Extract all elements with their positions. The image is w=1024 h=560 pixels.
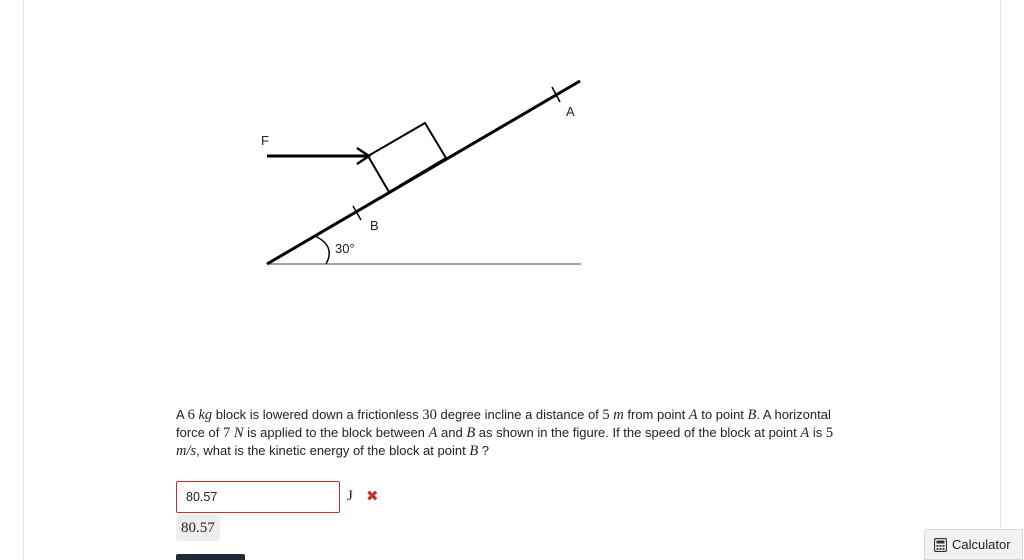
- block: [368, 123, 446, 192]
- question-fragment: to point: [697, 407, 748, 422]
- force-value: 7: [222, 425, 231, 441]
- point-a-ref: A: [688, 407, 698, 423]
- point-b-label: B: [370, 218, 379, 233]
- point-b-ref: B: [469, 443, 479, 459]
- point-a-ref: A: [428, 425, 438, 441]
- distance-value: 5: [602, 407, 610, 423]
- question-fragment: is: [809, 425, 826, 440]
- speed-unit: m/s: [176, 443, 197, 459]
- question-fragment: as shown in the figure. If the speed of the block at point: [475, 425, 801, 440]
- angle-value: 30: [422, 407, 437, 423]
- question-fragment: from point: [623, 407, 689, 422]
- calculator-icon: [934, 538, 947, 552]
- point-b-ref: B: [747, 407, 757, 423]
- point-b-ref: B: [466, 425, 476, 441]
- calculator-button[interactable]: [924, 529, 1023, 560]
- force-label: F: [261, 133, 269, 148]
- mass-value: 6: [187, 407, 195, 423]
- question-fragment: A: [176, 407, 188, 422]
- question-text: [176, 406, 836, 460]
- force-unit: N: [233, 425, 244, 441]
- point-a-ref: A: [800, 425, 810, 441]
- previous-answer: 80.57: [176, 515, 220, 541]
- answer-input[interactable]: [176, 481, 340, 513]
- question-fragment: and: [437, 425, 467, 440]
- question-fragment: ?: [478, 443, 490, 458]
- mass-unit: kg: [198, 407, 213, 423]
- question-fragment: . A horizontal force of: [176, 407, 831, 440]
- point-a-label: A: [566, 104, 575, 119]
- submit-button[interactable]: [176, 554, 245, 560]
- calculator-label: Calculator: [952, 537, 1011, 552]
- question-fragment: degree incline a distance of: [436, 407, 603, 422]
- speed-value: 5: [825, 425, 834, 441]
- question-fragment: is applied to the block between: [243, 425, 429, 440]
- angle-arc: [315, 236, 329, 264]
- question-fragment: , what is the kinetic energy of the block at point: [196, 443, 470, 458]
- angle-label: 30°: [335, 241, 355, 256]
- distance-unit: m: [613, 407, 624, 423]
- incorrect-x-icon: ✖: [366, 488, 379, 505]
- answer-unit: J: [347, 488, 353, 504]
- question-fragment: block is lowered down a frictionless: [212, 407, 423, 422]
